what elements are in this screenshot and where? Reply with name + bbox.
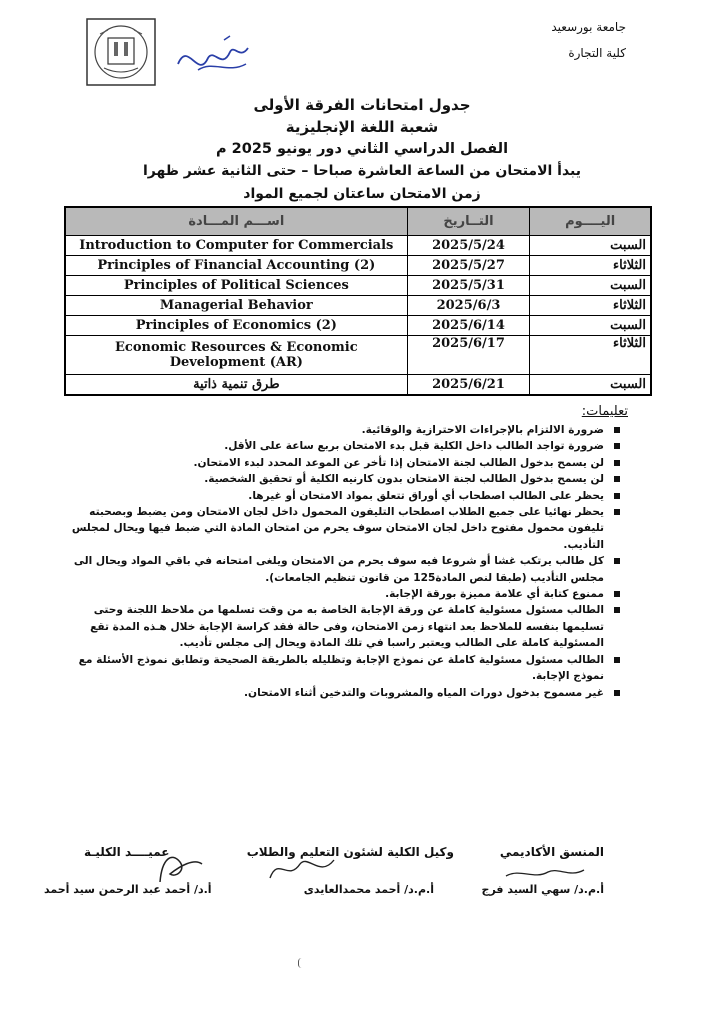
table-row (65, 236, 651, 256)
table-header-row (65, 207, 651, 236)
header-subject: اســـم المـــادة (65, 207, 407, 236)
subject-cell: Principles of Economics (2) (65, 316, 407, 336)
instruction-text: لن يسمح بدخول الطالب لجنة الامتحان إذا تأخر عن الموعد المحدد لبدء الامتحان. (193, 456, 604, 469)
table-row (65, 316, 651, 336)
university-name: جامعة بورسعيد (551, 20, 626, 34)
instruction-text: يحظر نهائيا على جميع الطلاب اصطحاب التليفون المحمول داخل لجان الامتحان ومن يضبط وبصحبته تليفون محمول مفتوح داخل لجان الامتحان سوف يحرم من امتحان المادة التي ضبط فيها ويحال لمجلس التأديب. (71, 506, 604, 551)
bullet-icon (614, 443, 620, 449)
bullet-icon (614, 476, 620, 482)
instruction-text: ضرورة الالتزام بالإجراءات الاحترازية والوقائية. (361, 424, 604, 436)
list-item (60, 602, 620, 651)
list-item (60, 553, 620, 586)
title-line-4: يبدأ الامتحان من الساعة العاشرة صباحا – حتى الثانية عشر ظهرا (142, 163, 582, 179)
university-logo (86, 18, 156, 86)
instruction-text: ضرورة تواجد الطالب داخل الكلية قبل بدء الامتحان بربع ساعة على الأقل. (224, 440, 604, 453)
date-cell: 2025/6/14 (407, 316, 530, 336)
bullet-icon (614, 690, 620, 696)
vice-dean-role: وكيل الكلية لشئون التعليم والطلاب (246, 845, 454, 859)
exam-schedule-table (64, 206, 652, 396)
day-cell: السبت (530, 236, 651, 256)
day-cell: الثلاثاء (530, 296, 651, 316)
instruction-text: ممنوع كتابة أي علامة مميزة بورقة الإجابة. (385, 588, 604, 601)
subject-cell: طرق تنمية ذاتية (65, 375, 407, 396)
list-item (60, 422, 620, 438)
handwritten-signature (168, 30, 268, 90)
list-item (60, 504, 620, 553)
dean-role: عميــــد الكليـة (84, 845, 170, 859)
title-line-3: الفصل الدراسي الثاني دور يونيو 2025 م (215, 141, 509, 157)
subject-cell: Economic Resources & Economic Development (AR) (65, 336, 407, 375)
coordinator-signature (500, 862, 590, 884)
list-item (60, 488, 620, 504)
table-row (65, 375, 651, 396)
coordinator-name: أ.م.د/ سهي السيد فرج (481, 883, 604, 896)
bullet-icon (614, 591, 620, 597)
title-line-5: زمن الامتحان ساعتان لجميع المواد (243, 186, 481, 202)
bullet-icon (614, 493, 620, 499)
table-row (65, 276, 651, 296)
instruction-text: الطالب مسئول مسئولية كاملة عن ورقة الإجابة الخاصة به من وقت تسلمها من ملاحظ اللجنة وحتى تسليمها بنفسه للملاحظ بعد انتهاء زمن الامتحان، وفى حالة فقد كراسة الإجابة خلال هـذه المدة تقع المسئولية كاملة على الطالب ويعتبر راسبا في تلك المادة ويحال إلى مجلس تأديب. (90, 604, 604, 650)
vice-dean-signature (264, 852, 344, 886)
instruction-text: غير مسموح بدخول دورات المياه والمشروبات والتدخين أثناء الامتحان. (244, 686, 604, 699)
title-line-1: جدول امتحانات الفرقة الأولى (253, 96, 471, 114)
table-row (65, 256, 651, 276)
instruction-text: الطالب مسئول مسئولية كاملة عن نموذج الإجابة وتظليله بالطريقة الصحيحة وتطابق نموذج الأسئلة مع نموذج الإجابة. (78, 653, 604, 683)
university-header (551, 14, 626, 66)
bullet-icon (614, 558, 620, 564)
list-item (60, 652, 620, 685)
dean-signature (150, 848, 210, 888)
coordinator-role: المنسق الأكاديمي (499, 845, 604, 859)
dean-name: أ.د/ أحمد عبد الرحمن سيد أحمد (44, 883, 212, 896)
list-item (60, 438, 620, 454)
instructions-list (60, 422, 620, 701)
list-item (60, 685, 620, 701)
table-row (65, 336, 651, 375)
faculty-name: كلية التجارة (568, 46, 626, 60)
date-cell: 2025/5/27 (407, 256, 530, 276)
day-cell: السبت (530, 316, 651, 336)
day-cell: الثلاثاء (530, 256, 651, 276)
instruction-text: كل طالب يرتكب غشا أو شروعا فيه سوف يحرم من الامتحان ويلغى امتحانه في باقي المواد ويحال الى مجلس التأديب (طبقا لنص المادة125 من قانون تنظيم الجامعات). (73, 555, 604, 584)
list-item (60, 471, 620, 487)
list-item (60, 455, 620, 471)
day-cell: السبت (530, 276, 651, 296)
instruction-text: لن يسمح بدخول الطالب لجنة الامتحان بدون كارنيه الكلية أو تحقيق الشخصية. (204, 473, 604, 486)
table-row (65, 296, 651, 316)
date-cell: 2025/5/31 (407, 276, 530, 296)
vice-dean-name: أ.م.د/ أحمد محمدالعايدى (303, 883, 434, 896)
header-date: التــاريخ (407, 207, 530, 236)
subject-cell: Managerial Behavior (65, 296, 407, 316)
bullet-icon (614, 460, 620, 466)
subject-cell: Principles of Political Sciences (65, 276, 407, 296)
bullet-icon (614, 509, 620, 515)
date-cell: 2025/5/24 (407, 236, 530, 256)
page-mark (298, 958, 305, 968)
bullet-icon (614, 607, 620, 613)
date-cell: 2025/6/17 (407, 336, 530, 375)
instruction-text: يحظر على الطالب اصطحاب أي أوراق تتعلق بمواد الامتحان أو غيرها. (248, 489, 604, 502)
instructions-title: تعليمات: (581, 404, 628, 419)
subject-cell: Introduction to Computer for Commercials (65, 236, 407, 256)
title-line-2: شعبة اللغة الإنجليزية (285, 118, 439, 136)
bullet-icon (614, 657, 620, 663)
day-cell: السبت (530, 375, 651, 396)
header-day: اليــــوم (530, 207, 651, 236)
subject-cell: Principles of Financial Accounting (2) (65, 256, 407, 276)
bullet-icon (614, 427, 620, 433)
date-cell: 2025/6/21 (407, 375, 530, 396)
list-item (60, 586, 620, 602)
date-cell: 2025/6/3 (407, 296, 530, 316)
day-cell: الثلاثاء (530, 336, 651, 375)
